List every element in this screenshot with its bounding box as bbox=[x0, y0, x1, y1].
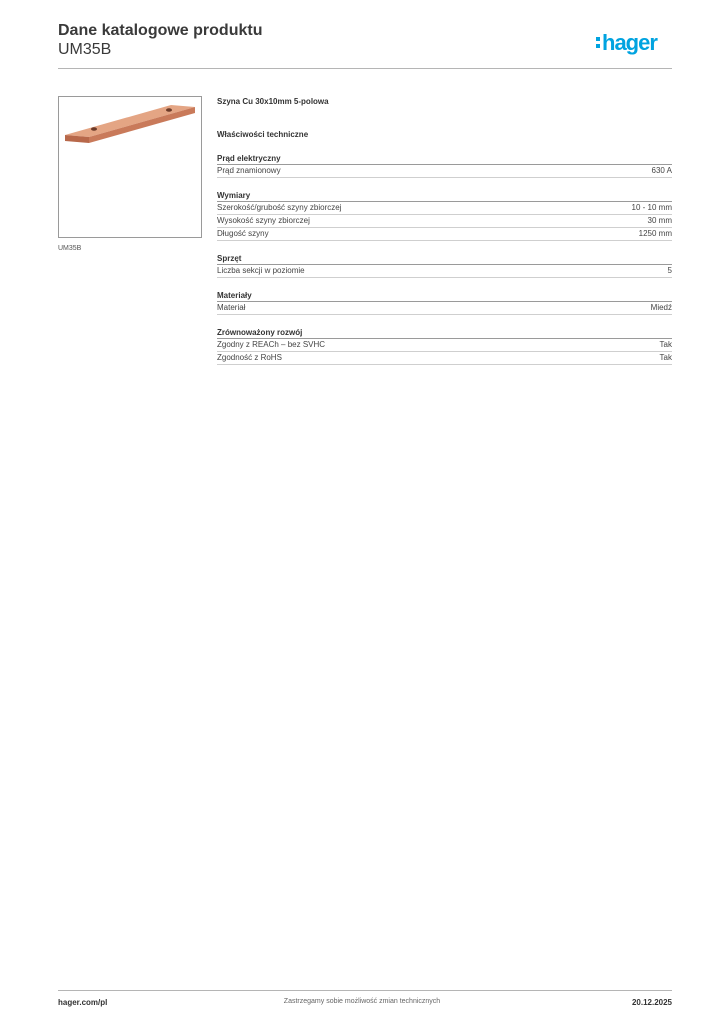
table-row bbox=[217, 165, 672, 178]
section-title: Sprzęt bbox=[217, 253, 672, 265]
row-label: Zgodność z RoHS bbox=[217, 353, 282, 362]
row-label: Liczba sekcji w poziomie bbox=[217, 266, 305, 275]
row-value: Miedź bbox=[650, 303, 672, 312]
page-title: Dane katalogowe produktu bbox=[58, 22, 263, 39]
table-row bbox=[217, 202, 672, 215]
table-row bbox=[217, 352, 672, 365]
row-label: Szerokość/grubość szyny zbiorczej bbox=[217, 203, 342, 212]
row-label: Materiał bbox=[217, 303, 246, 312]
product-code: UM35B bbox=[58, 41, 112, 58]
product-details bbox=[217, 96, 672, 365]
section-title: Materiały bbox=[217, 290, 672, 302]
section-hardware bbox=[217, 253, 672, 278]
product-name: Szyna Cu 30x10mm 5-polowa bbox=[217, 97, 329, 106]
row-label: Długość szyny bbox=[217, 229, 269, 238]
row-value: 630 A bbox=[651, 166, 672, 175]
image-caption: UM35B bbox=[58, 245, 82, 252]
row-value: Tak bbox=[659, 353, 672, 362]
properties-title: Właściwości techniczne bbox=[217, 130, 309, 139]
section-materials bbox=[217, 290, 672, 315]
footer-divider bbox=[58, 990, 672, 991]
section-electrical bbox=[217, 153, 672, 178]
table-row bbox=[217, 265, 672, 278]
section-sustainability bbox=[217, 327, 672, 365]
row-label: Prąd znamionowy bbox=[217, 166, 281, 175]
copper-busbar-illustration bbox=[59, 97, 201, 237]
row-value: 1250 mm bbox=[638, 229, 672, 238]
table-row bbox=[217, 302, 672, 315]
table-row bbox=[217, 228, 672, 241]
row-value: 5 bbox=[667, 266, 672, 275]
section-dimensions bbox=[217, 190, 672, 241]
row-value: 30 mm bbox=[647, 216, 672, 225]
row-label: Zgodny z REACh – bez SVHC bbox=[217, 340, 326, 349]
section-title: Zrównoważony rozwój bbox=[217, 327, 672, 339]
svg-text:hager: hager bbox=[602, 30, 657, 55]
footer-date: 20.12.2025 bbox=[631, 998, 672, 1007]
footer-website-link[interactable]: hager.com/pl bbox=[58, 998, 108, 1007]
table-row bbox=[217, 339, 672, 352]
row-value: 10 - 10 mm bbox=[631, 203, 672, 212]
row-label: Wysokość szyny zbiorczej bbox=[217, 216, 310, 225]
product-image bbox=[58, 96, 202, 238]
footer-notice: Zastrzegamy sobie możliwość zmian technicznych bbox=[283, 998, 441, 1005]
section-title: Wymiary bbox=[217, 190, 672, 202]
hager-logo bbox=[596, 27, 676, 59]
row-value: Tak bbox=[659, 340, 672, 349]
section-title: Prąd elektryczny bbox=[217, 153, 672, 165]
header-divider bbox=[58, 68, 672, 69]
table-row bbox=[217, 215, 672, 228]
